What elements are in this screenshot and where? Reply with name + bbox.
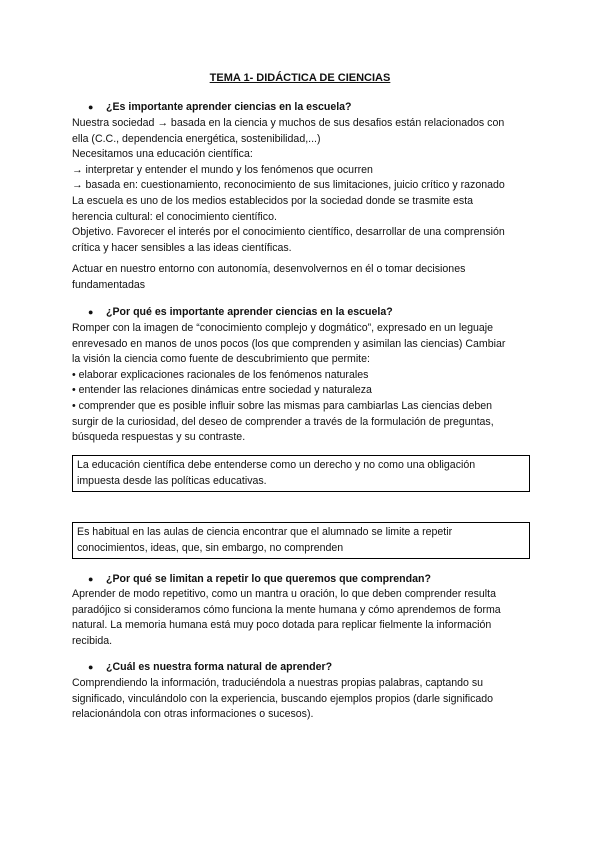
text-line: paradójico si consideramos cómo funciona la mente humana y cómo aprendemos de forma [72, 603, 501, 616]
text-line: herencia cultural: el conocimiento científico. [72, 210, 277, 223]
text-line: recibida. [72, 634, 113, 647]
bullet-icon: ● [88, 102, 94, 112]
list-item: • entender las relaciones dinámicas entre sociedad y naturaleza [72, 384, 372, 397]
text-line: relacionándola con otras informaciones o sucesos). [72, 708, 314, 721]
text-line: La educación científica debe entenderse como un derecho y no como una obligación [77, 459, 476, 471]
text-line: Aprender de modo repetitivo, como un mantra u oración, lo que deben comprender resulta [72, 588, 496, 600]
section-body [72, 262, 528, 293]
bullet-icon: ● [88, 574, 94, 584]
text-line: la visión la ciencia como fuente de descubrimiento que permite: [72, 353, 370, 366]
text-line: enrevesado en manos de unos pocos (los que comprenden y asimilan las ciencias) Cambiar [72, 337, 506, 350]
text-line: impuesta desde las políticas educativas. [77, 474, 267, 487]
text-line: surgir de la curiosidad, del deseo de comprender a través de la formulación de preguntas, [72, 415, 494, 428]
heading-text: ¿Es importante aprender ciencias en la escuela? [106, 101, 352, 113]
heading-text: ¿Por qué es importante aprender ciencias en la escuela? [106, 306, 393, 318]
section-body [72, 676, 528, 723]
heading-text: ¿Por qué se limitan a repetir lo que queremos que comprendan? [106, 573, 431, 585]
list-item: • comprender que es posible influir sobre las mismas para cambiarlas Las ciencias deben [72, 399, 493, 412]
section-body [72, 116, 528, 256]
callout-box [72, 522, 530, 559]
text-line: Nuestra sociedad → basada en la ciencia y muchos de sus desafios están relacionados con [72, 117, 505, 129]
list-item: • elaborar explicaciones racionales de los fenómenos naturales [72, 368, 369, 381]
section-heading [88, 660, 332, 676]
bullet-icon: ● [88, 307, 94, 317]
text-line: crítica y hacer sensibles a las ideas científicas. [72, 241, 292, 254]
text-line: conocimientos, ideas, que, sin embargo, no comprenden [77, 541, 344, 554]
text-line: fundamentadas [72, 278, 146, 291]
text-line: Objetivo. Favorecer el interés por el conocimiento científico, desarrollar de una comprensión [72, 226, 505, 239]
section-heading [88, 100, 352, 116]
text-line: Comprendiendo la información, traduciéndola a nuestras propias palabras, captando su [72, 677, 484, 689]
text-line: → basada en: cuestionamiento, reconocimiento de sus limitaciones, juicio crítico y razonado [72, 179, 505, 192]
text-line: significado, vinculándolo con la experiencia, buscando ejemplos propios (darle significado [72, 692, 494, 705]
document-title: TEMA 1- DIDÁCTICA DE CIENCIAS [209, 72, 391, 84]
text-line: Necesitamos una educación científica: [72, 148, 253, 161]
text-line: ella (C.C., dependencia energética, sostenibilidad,...) [72, 132, 321, 145]
section-body [72, 321, 528, 446]
section-heading [88, 305, 393, 321]
text-line: natural. La memoria humana está muy poco dotada para replicar fielmente la información [72, 619, 492, 632]
text-line: → interpretar y entender el mundo y los fenómenos que ocurren [72, 163, 373, 176]
text-line: Actuar en nuestro entorno con autonomía, desenvolvernos en él o tomar decisiones [72, 263, 466, 275]
section-body [72, 587, 528, 649]
text-line: Es habitual en las aulas de ciencia encontrar que el alumnado se limite a repetir [77, 526, 453, 538]
text-line: La escuela es uno de los medios establecidos por la sociedad donde se trasmite esta [72, 194, 474, 207]
section-heading [88, 572, 431, 588]
bullet-icon: ● [88, 662, 94, 672]
callout-box [72, 455, 530, 492]
text-line: Romper con la imagen de “conocimiento complejo y dogmático”, expresado en un leguaje [72, 322, 494, 334]
heading-text: ¿Cuál es nuestra forma natural de aprender? [106, 661, 333, 673]
text-line: búsqueda respuestas y su contraste. [72, 431, 246, 444]
